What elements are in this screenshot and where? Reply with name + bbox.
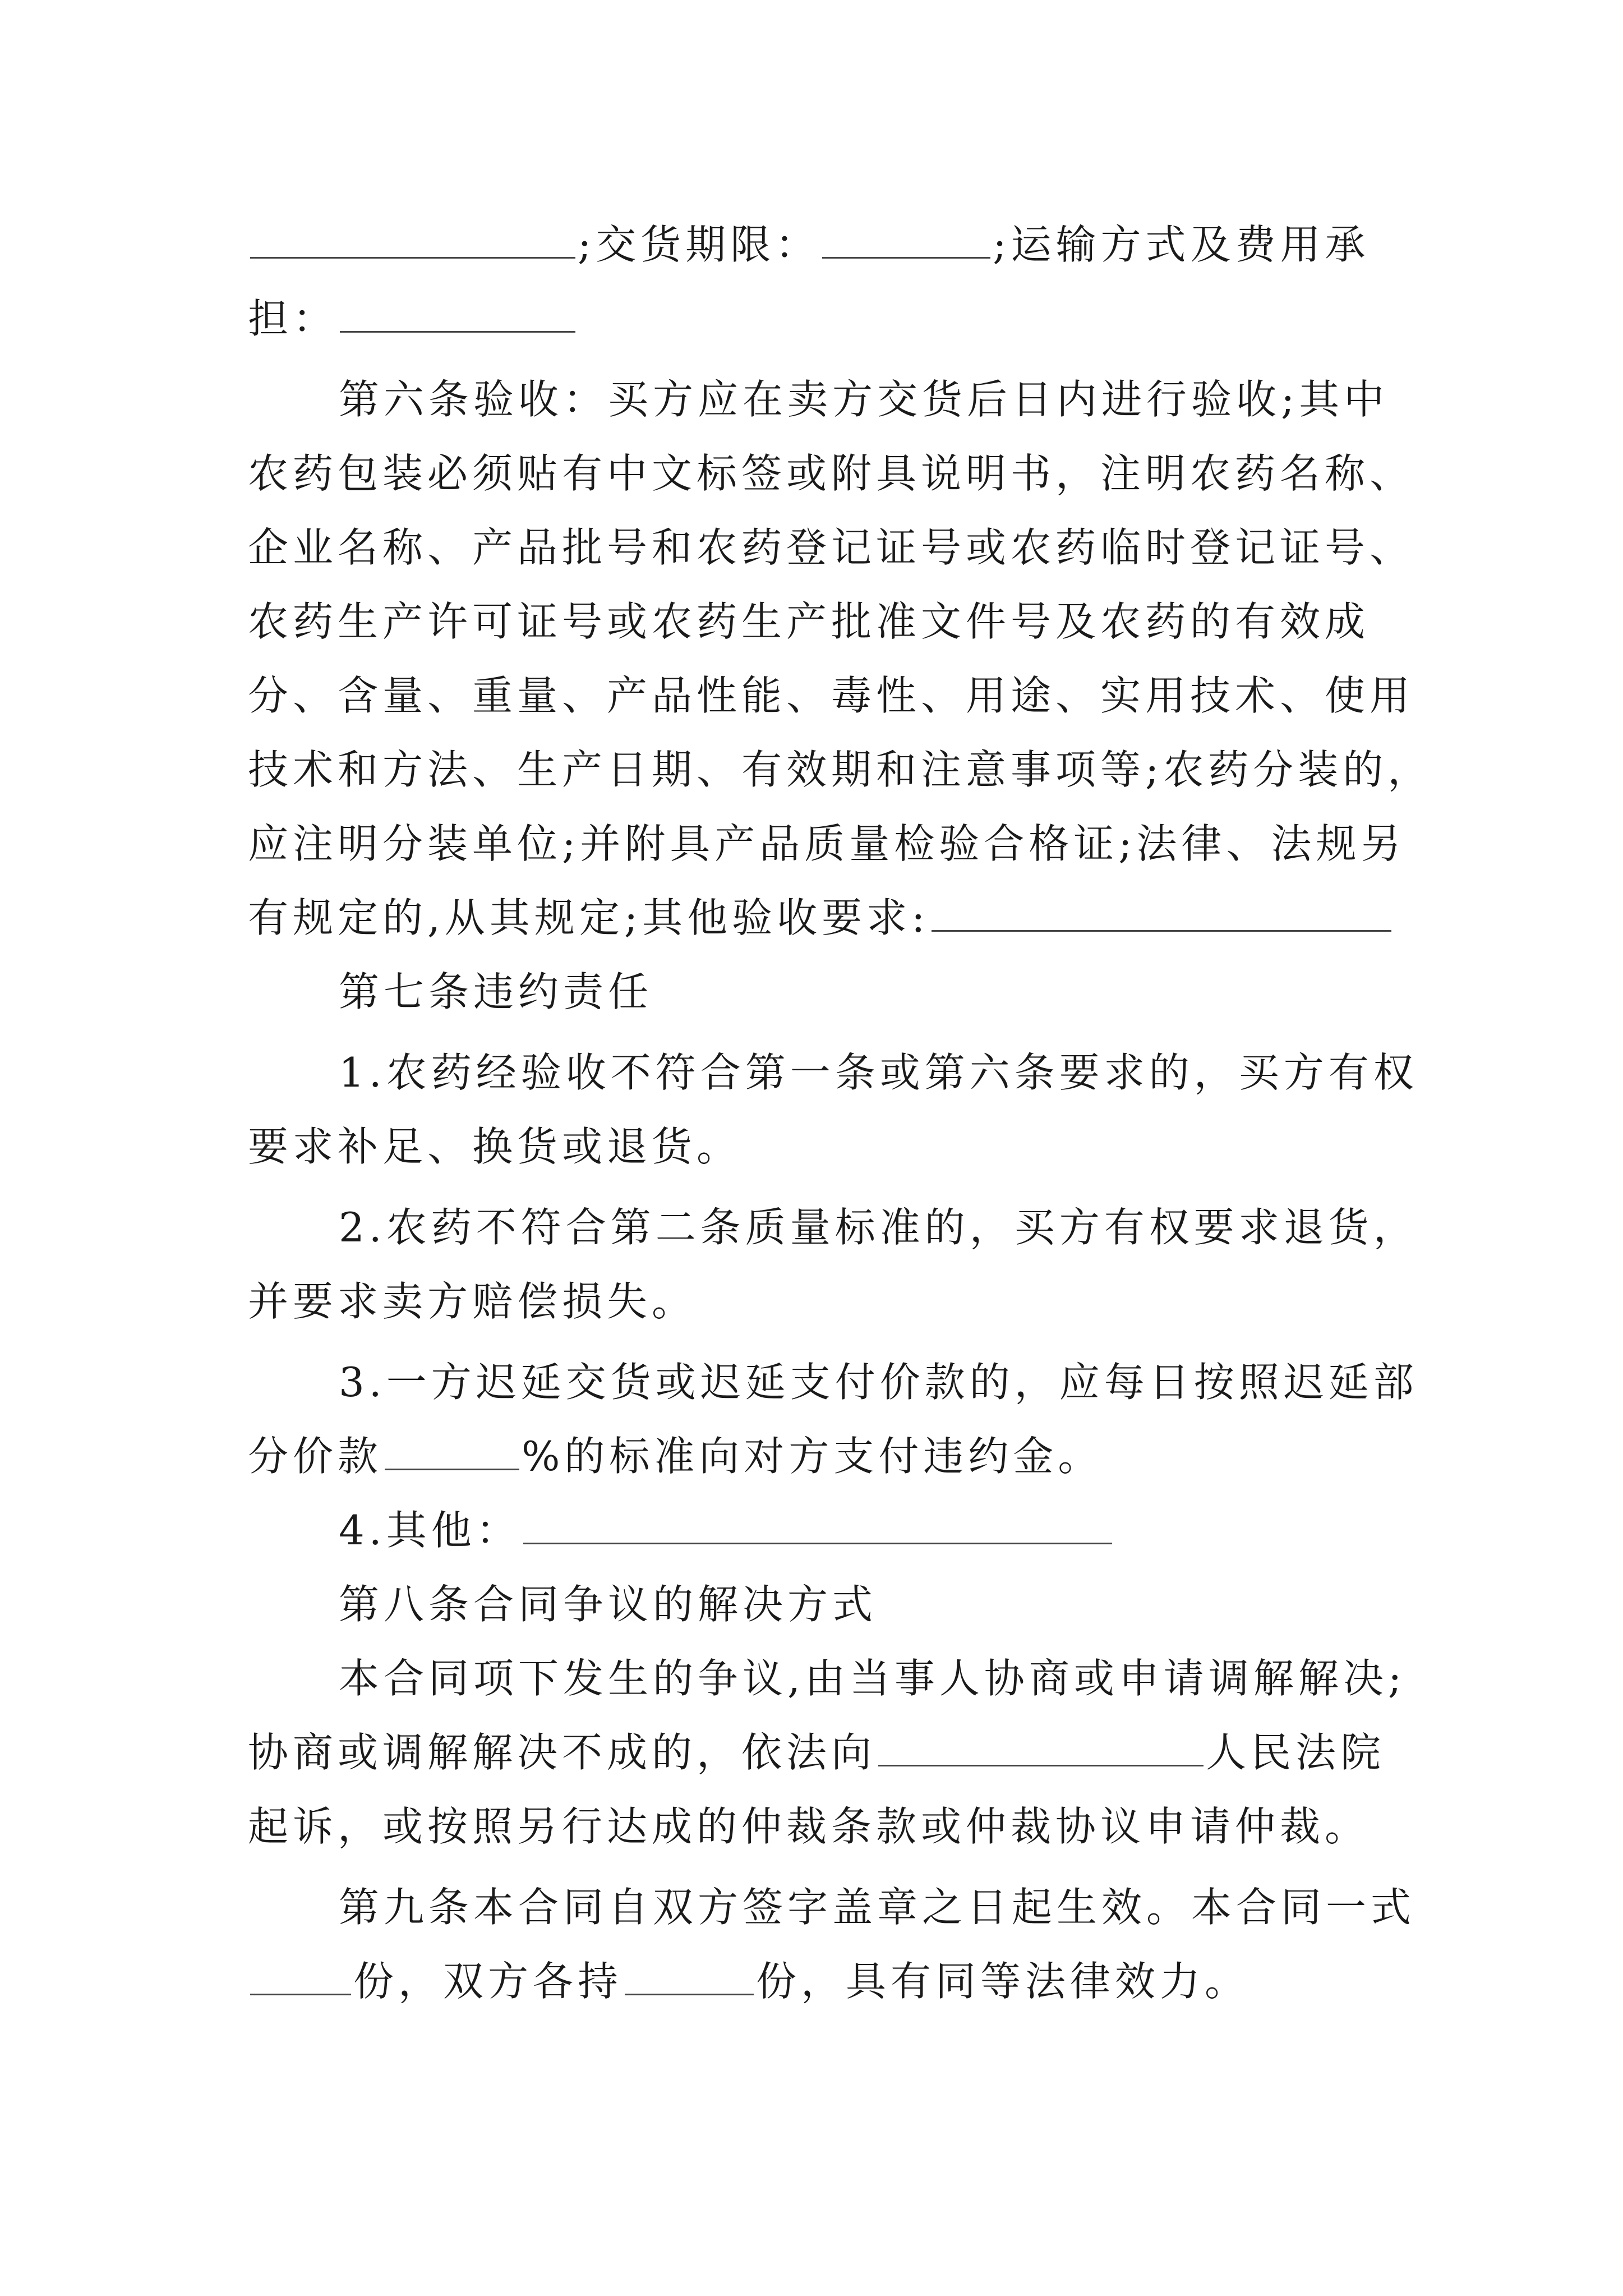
penalty-rate-suffix: %的标准向对方支付违约金。 [522, 1433, 1103, 1480]
other-acceptance-blank[interactable] [932, 893, 1391, 932]
article-9-line-1: 第九条本合同自双方签字盖章之日起生效。本合同一式 [339, 1884, 1416, 1931]
article-6-line-4: 农药生产许可证号或农药生产批准文件号及农药的有效成 [248, 598, 1370, 645]
article-7-item-4 [248, 1493, 1390, 1567]
copies-each-label: 份，双方各持 [353, 1958, 623, 2005]
article-8-title: 第八条合同争议的解决方式 [339, 1581, 878, 1628]
article-7-item-2-line-2: 并要求卖方赔偿损失。 [248, 1278, 697, 1325]
article-7-item-2-line-1: 2.农药不符合第二条质量标准的，买方有权要求退货， [339, 1204, 1418, 1251]
article-7-title: 第七条违约责任 [339, 968, 653, 1015]
copies-each-blank[interactable] [625, 1957, 754, 1995]
article-7-item-3-line-2 [248, 1419, 1390, 1493]
article-6-line-6: 技术和方法、生产日期、有效期和注意事项等;农药分装的， [248, 746, 1433, 793]
other-liability-blank[interactable] [523, 1506, 1112, 1544]
article-6-line-7: 应注明分装单位;并附具产品质量检验合格证;法律、法规另 [248, 820, 1406, 867]
delivery-line [248, 208, 1390, 282]
article-8-line-3: 起诉，或按照另行达成的仲裁条款或仲裁协议申请仲裁。 [248, 1803, 1370, 1850]
article-7-item-1-line-1: 1.农药经验收不符合第一条或第六条要求的，买方有权 [339, 1049, 1418, 1096]
article-9-line-2 [248, 1944, 1390, 2018]
court-suffix: 人民法院 [1206, 1729, 1386, 1776]
article-6-line-3: 企业名称、产品批号和农药登记证号或农药临时登记证号、 [248, 524, 1415, 571]
article-6-line-8 [248, 881, 1390, 955]
contract-body [248, 208, 1433, 2018]
penalty-price-label: 分价款 [248, 1433, 383, 1480]
delivery-period-blank[interactable] [822, 220, 990, 259]
copies-total-blank[interactable] [250, 1957, 351, 1995]
transport-cost-line [248, 282, 1390, 356]
penalty-rate-blank[interactable] [385, 1432, 519, 1470]
article-7-item-1-line-2: 要求补足、换货或退货。 [248, 1123, 742, 1170]
other-acceptance-label: 有规定的,从其规定;其他验收要求: [248, 894, 930, 941]
article-8-line-2 [248, 1715, 1390, 1789]
court-name-blank[interactable] [878, 1728, 1204, 1766]
transport-label: ;运输方式及费用承 [993, 221, 1370, 268]
court-label: 协商或调解解决不成的，依法向 [248, 1729, 877, 1776]
article-6-line-2: 农药包装必须贴有中文标签或附具说明书，注明农药名称、 [248, 450, 1415, 497]
article-6-line-1: 第六条验收：买方应在卖方交货后日内进行验收;其中 [339, 376, 1389, 423]
article-6-line-5: 分、含量、重量、产品性能、毒性、用途、实用技术、使用 [248, 672, 1415, 719]
other-liability-label: 4.其他： [339, 1507, 521, 1554]
article-7-item-3-line-1: 3.一方迟延交货或迟延支付价款的，应每日按照迟延部 [339, 1359, 1418, 1406]
article-8-line-1: 本合同项下发生的争议,由当事人协商或申请调解解决; [339, 1655, 1407, 1702]
transport-cost-blank[interactable] [340, 294, 575, 333]
transport-cost-label: 担： [248, 295, 338, 342]
delivery-period-label: ;交货期限： [578, 221, 820, 268]
delivery-place-blank[interactable] [250, 220, 575, 259]
copies-effect-text: 份，具有同等法律效力。 [756, 1958, 1250, 2005]
